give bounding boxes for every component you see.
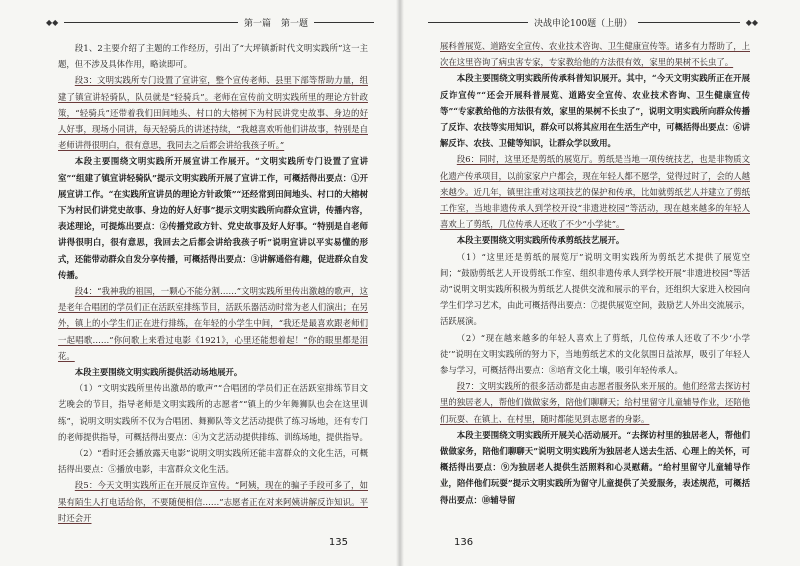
paragraph: 展科普展览、道路安全宣传、农业技术咨询、卫生健康宣传等。诸多有力帮助了，上次在这里咨询了病虫害专家，专家教给他的方法很有效，家里的果树不长虫了。 xyxy=(440,41,750,68)
left-page-header xyxy=(46,14,380,30)
paragraph: 段7：文明实践所的很多活动都是由志愿者服务队来开展的。他们经常去探访村里的独居老人，帮他们做做家务，陪他们聊聊天；给村里留守儿童辅导作业，还陪他们玩耍、在镇上、在村里，随时都能见到志愿者的身影。 xyxy=(440,381,750,424)
right-page-body xyxy=(440,38,750,508)
header-rule xyxy=(64,22,238,23)
paragraph: （2）“现在越来越多的年轻人喜欢上了剪纸，几位传承人还收了不少‘小学徒’”说明在文明实践所的努力下，当地剪纸艺术的文化氛围日益浓厚，吸引了年轻人参与学习，可概括得出要点：⑧培育文化土壤，吸引年轻传承人。 xyxy=(440,332,750,376)
paragraph: 段3：文明实践所专门设置了宣讲室，整个宣传老师、县里下部等帮助力量，组建了镇宣讲轻骑队，队员就是“轻骑兵”。老师在宣传前文明实践所里的理论方针政策，“轻骑兵”还带着我们田间地头、村口的大榕树下为村民讲党史故事、身边的好人好事，现场小同讲，每天轻骑兵的讲述持续，“我越喜欢听他们讲故事，特别是自老师讲得很明白，很有意思，我同去之后都会讲给我孩子听。” xyxy=(58,75,368,151)
header-rule xyxy=(638,22,740,23)
right-page-header xyxy=(422,14,758,30)
right-page xyxy=(400,0,800,566)
paragraph: 本段主要围绕文明实践所传承剪纸技艺展开。 xyxy=(456,235,625,246)
header-book-title: 决战申论100题（上册） xyxy=(534,18,633,29)
paragraph: 段5：今天文明实践所正在开展反诈宣传。“阿姨，现在的骗子手段可多了，如果有陌生人打电话给你，不要随便相信……”志愿者正在对来阿姨讲解反诈知识。平时还会开 xyxy=(58,480,368,523)
paragraph: 本段主要围绕文明实践所开展宣讲工作展开。“文明实践所专门设置了宣讲室”“组建了镇宣讲轻骑队”提示文明实践所开展了宣讲工作，可概括得出要点：①开展宣讲工作。“在实践所宣讲员的理论方针政策”“还经常到田间地头、村口的大榕树下为村民们讲党史故事、身边的好人好事”提示文明实践所向群众宣讲，传播内容，表述理论，可提炼出要点：②传播党政方针、党史故事及好人好事。“特别是自老师讲得很明白，很有意思，我回去之后都会讲给我孩子听”说明宣讲以平实易懂的形式，还能带动群众自发分享传播，可概括得出要点：③讲解通俗有趣，促进群众自发传播。 xyxy=(58,156,368,280)
paragraph: 段6：同时，这里还是剪纸的展览厅。剪纸是当地一项传统技艺，也是非物质文化遗产传承项目，以前家家户户都会，现在年轻人都不愿学，觉得过时了，会的人越来越少。近几年，镇里注重对这项技艺的保护和传承，比如就剪纸艺人并建立了剪纸工作室，当地非遗传承人到学校开设“非遗进校园”等活动，现在越来越多的年轻人喜欢上了剪纸，几位传承人还收了不少“小学徒”。 xyxy=(440,154,750,230)
header-rule-left xyxy=(428,22,528,23)
paragraph: 本段主要围绕文明实践所提供活动场地展开。 xyxy=(74,367,243,378)
header-rule-right xyxy=(314,22,374,23)
header-part-label: 第一篇 xyxy=(243,18,271,29)
book-gutter xyxy=(396,0,404,566)
header-ornament-icon: ◆◆ xyxy=(46,17,59,27)
right-page-number: 136 xyxy=(454,537,474,548)
paragraph: 本段主要围绕文明实践所传承科普知识展开。其中，“今天文明实践所正在开展反诈宣传”“还会开展科普展览、道路安全宣传、农业技术咨询、卫生健康宣传等”“专家教给他的方法很有效，家里的果树不长虫了”，说明文明实践所向群众传播了反诈、农技等实用知识，群众可以将其应用在生活生产中，可概括得出要点：⑥讲解反诈、农技、卫健等知识，让群众学以致用。 xyxy=(440,73,750,149)
left-page-body xyxy=(58,40,368,526)
header-ornament-icon: ◆◆ xyxy=(745,17,758,27)
paragraph: （1）“文明实践所里传出激昂的歌声”“合唱团的学员们正在活跃室排练节目文艺晚会的节目，指导老师是文明实践所的志愿者”“镇上的少年舞狮队也会在这里训练”，说明文明实践所不仅为合唱团、舞狮队等文艺活动提供了练习场地，还有专门的老师提供指导，可概括得出要点：④为文艺活动提供排练、训练场地，提供指导。 xyxy=(58,383,368,442)
left-page-number: 135 xyxy=(328,537,348,548)
paragraph: 段1、2主要介绍了主题的工作经历，引出了“大坪镇新时代文明实践所”这一主题，但不涉及具体作用，略读即可。 xyxy=(58,43,368,70)
paragraph: （2）“看时还会播放露天电影”说明文明实践所还能丰富群众的文化生活，可概括得出要点：⑤播放电影，丰富群众文化生活。 xyxy=(58,448,368,475)
header-section-label: 第一题 xyxy=(280,18,308,29)
paragraph: 段4：“我神我的祖国，一颗心不能分割……”文明实践所里传出激越的歌声，这是老年合唱团的学员们正在活跃室排练节目，活跃乐器活动时常为老人们演出；在另外，镇上的小学生们正在进行排练，在年轻的小学生中间，“我还是最喜欢跟老师们一起唱歌……”你问歌上来看过电影《1921》，心里还能想着起！”你的眼里都是泪花。 xyxy=(58,286,368,361)
paragraph: 本段主要围绕文明实践所开展关心活动展开。“去探访村里的独居老人，帮他们做做家务，陪他们聊聊天”说明文明实践所为独居老人送去生活、心理上的关怀，可概括得出要点：⑨为独居老人提供生活照料和心灵慰藉。“给村里留守儿童辅导作业，陪伴他们玩耍”提示文明实践所为留守儿童提供了关爱服务，表述规范，可概括得出要点：⑩辅导留 xyxy=(440,429,750,505)
paragraph: （1）“这里还是剪纸的展览厅”说明文明实践所为剪纸艺术提供了展览空间；“鼓励剪纸艺人开设剪纸工作室、组织非遗传承人到学校开展“非遗进校园”等活动”说明文明实践所积极为剪纸艺人提供交流和展示的平台，还组织大家进入校园向学生们学习艺术，由此可概括得出要点：⑦提供展览空间，鼓励艺人外出交流展示，活跃展演。 xyxy=(440,251,750,327)
